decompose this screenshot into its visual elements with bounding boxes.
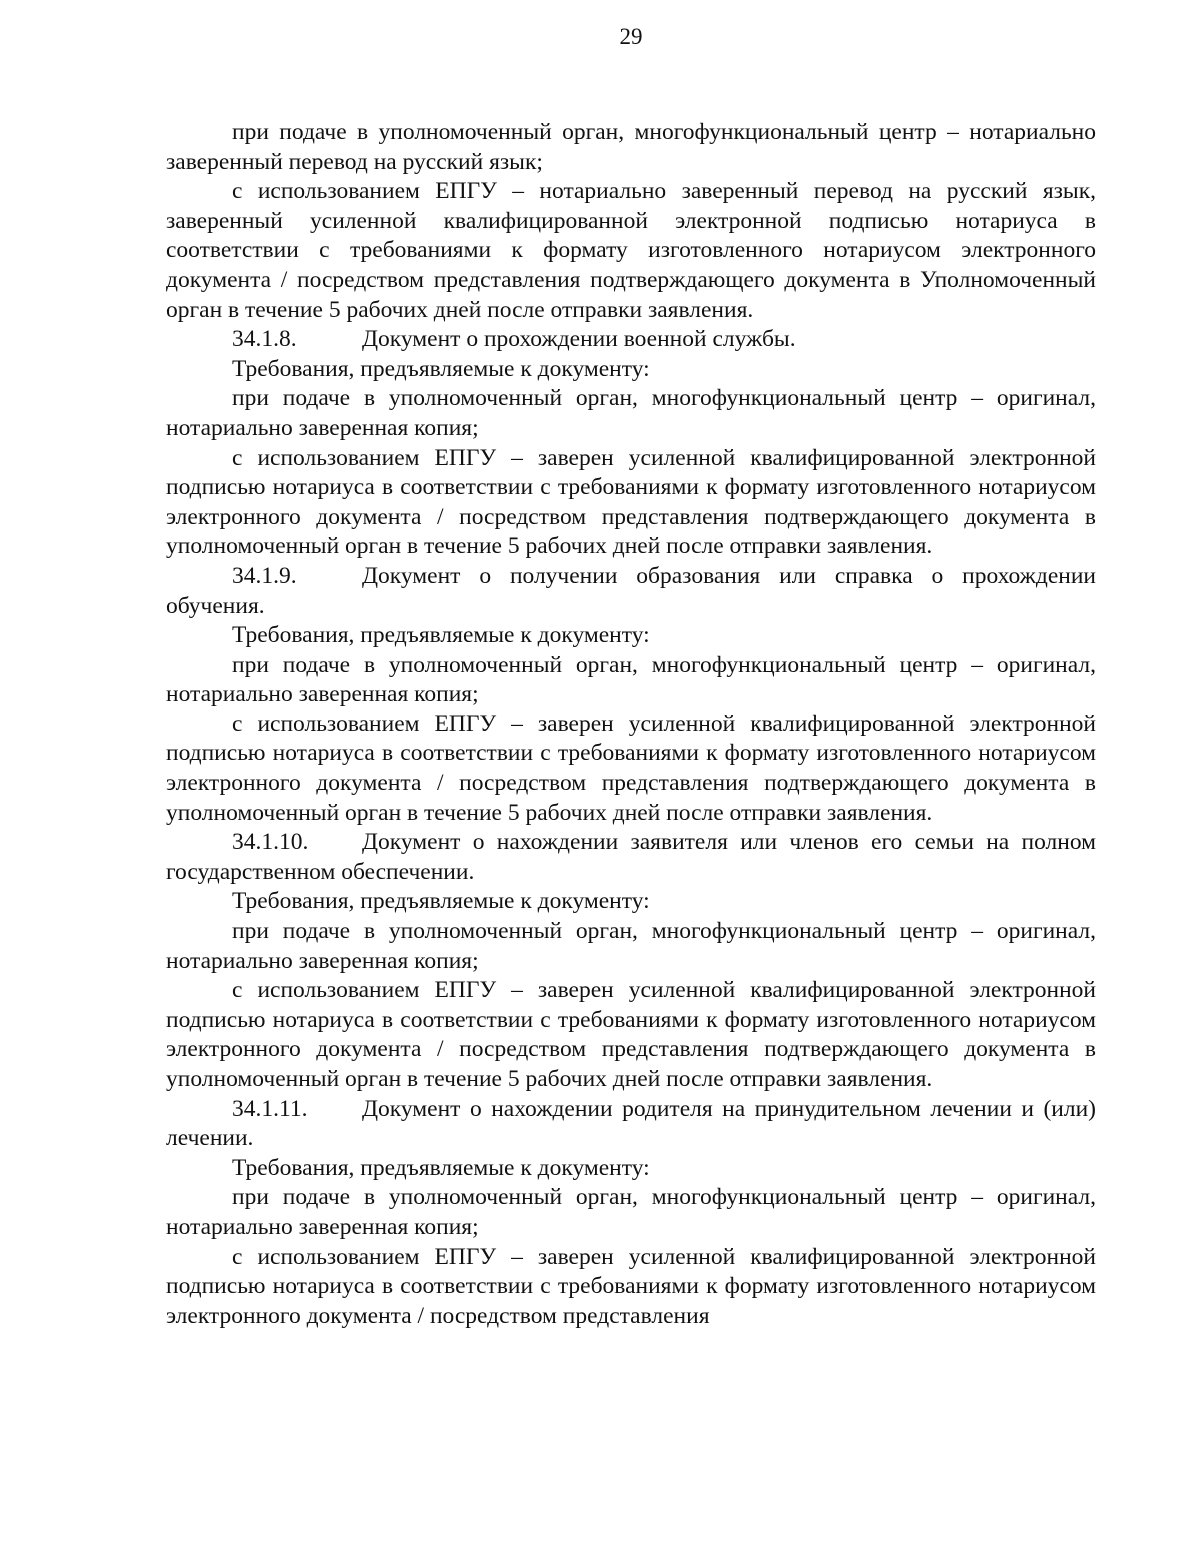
clause-title: Документ о нахождении заявителя или членов его семьи на полном государственном обеспечении. [166, 829, 1096, 885]
paragraph: при подаче в уполномоченный орган, многофункциональный центр – оригинал, нотариально заверенная копия; [166, 385, 1096, 441]
clause-34-1-11 [166, 1095, 1096, 1154]
clause-34-1-9 [166, 562, 1096, 621]
clause-title: Документ о прохождении военной службы. [362, 326, 796, 353]
clause-number: 34.1.8. [232, 326, 297, 353]
clause-34-1-8 [166, 325, 1096, 355]
clause-number: 34.1.11. [232, 1095, 308, 1122]
paragraph: Требования, предъявляемые к документу: [232, 622, 650, 649]
paragraph: с использованием ЕПГУ – заверен усиленной квалифицированной электронной подписью нотариуса в соответствии с требованиями к формату изготовленного нотариусом электронного документа / посредством представления подтверждающего документа в уполномоченный орган в течение 5 рабочих дней после отправки заявления. [166, 710, 1096, 826]
paragraph: Требования, предъявляемые к документу: [232, 1154, 650, 1181]
clause-title: Документ о нахождении родителя на принудительном лечении и (или) лечении. [166, 1095, 1096, 1152]
paragraph: при подаче в уполномоченный орган, многофункциональный центр – оригинал, нотариально заверенная копия; [166, 651, 1096, 708]
page-number: 29 [619, 24, 643, 49]
clause-title: Документ о получении образования или справка о прохождении обучения. [166, 562, 1096, 619]
paragraph: с использованием ЕПГУ – заверен усиленной квалифицированной электронной подписью нотариуса в соответствии с требованиями к формату изготовленного нотариусом электронного документа / посредством представления подтверждающего документа в уполномоченный орган в течение 5 рабочих дней после отправки заявления. [166, 977, 1096, 1092]
document-body [166, 118, 1096, 1331]
paragraph: Требования, предъявляемые к документу: [232, 888, 650, 915]
paragraph: Требования, предъявляемые к документу: [232, 355, 650, 382]
clause-34-1-10 [166, 828, 1096, 887]
paragraph: с использованием ЕПГУ – заверен усиленной квалифицированной электронной подписью нотариуса в соответствии с требованиями к формату изготовленного нотариусом электронного документа / посредством представления [166, 1243, 1096, 1329]
paragraph: с использованием ЕПГУ – заверен усиленной квалифицированной электронной подписью нотариуса в соответствии с требованиями к формату изготовленного нотариусом электронного документа / посредством представления подтверждающего документа в уполномоченный орган в течение 5 рабочих дней после отправки заявления. [166, 444, 1096, 560]
paragraph: при подаче в уполномоченный орган, многофункциональный центр – нотариально заверенный перевод на русский язык; [166, 119, 1096, 175]
clause-number: 34.1.10. [232, 829, 309, 856]
paragraph: при подаче в уполномоченный орган, многофункциональный центр – оригинал, нотариально заверенная копия; [166, 918, 1096, 974]
paragraph: с использованием ЕПГУ – нотариально заверенный перевод на русский язык, заверенный усиленной квалифицированной электронной подписью нотариуса в соответствии с требованиями к формату изготовленного нотариусом электронного документа / посредством представления подтверждающего документа в Уполномоченный орган в течение 5 рабочих дней после отправки заявления. [166, 178, 1096, 323]
clause-number: 34.1.9. [232, 562, 297, 589]
paragraph: при подаче в уполномоченный орган, многофункциональный центр – оригинал, нотариально заверенная копия; [166, 1184, 1096, 1240]
